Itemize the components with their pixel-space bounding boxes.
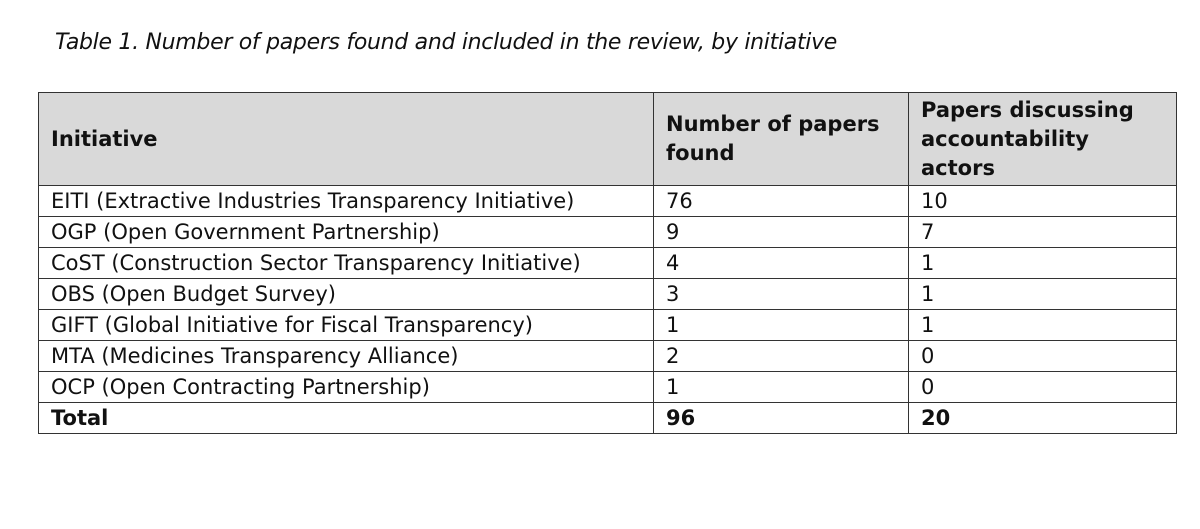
initiative-cell: OBS (Open Budget Survey) <box>39 279 654 310</box>
papers-table <box>38 92 1177 434</box>
table-header-row <box>39 93 1177 186</box>
initiative-cell: OCP (Open Contracting Partnership) <box>39 372 654 403</box>
papers-found-cell: 76 <box>654 186 909 217</box>
table-row <box>39 372 1177 403</box>
table-row <box>39 248 1177 279</box>
total-accountability: 20 <box>909 403 1177 434</box>
papers-found-cell: 3 <box>654 279 909 310</box>
accountability-cell: 0 <box>909 341 1177 372</box>
accountability-cell: 1 <box>909 279 1177 310</box>
header-papers-accountability: Papers discussing accountability actors <box>909 93 1177 186</box>
papers-found-cell: 2 <box>654 341 909 372</box>
table-row <box>39 186 1177 217</box>
table-row <box>39 310 1177 341</box>
accountability-cell: 1 <box>909 310 1177 341</box>
table-row <box>39 279 1177 310</box>
initiative-cell: GIFT (Global Initiative for Fiscal Transparency) <box>39 310 654 341</box>
table-caption: Table 1. Number of papers found and included in the review, by initiative <box>55 30 838 55</box>
table-row <box>39 341 1177 372</box>
total-row <box>39 403 1177 434</box>
initiative-cell: EITI (Extractive Industries Transparency Initiative) <box>39 186 654 217</box>
accountability-cell: 7 <box>909 217 1177 248</box>
accountability-cell: 1 <box>909 248 1177 279</box>
initiative-cell: OGP (Open Government Partnership) <box>39 217 654 248</box>
header-papers-found: Number of papers found <box>654 93 909 186</box>
papers-found-cell: 4 <box>654 248 909 279</box>
total-label: Total <box>39 403 654 434</box>
accountability-cell: 10 <box>909 186 1177 217</box>
papers-found-cell: 1 <box>654 372 909 403</box>
initiative-cell: CoST (Construction Sector Transparency Initiative) <box>39 248 654 279</box>
papers-found-cell: 1 <box>654 310 909 341</box>
table-row <box>39 217 1177 248</box>
total-papers-found: 96 <box>654 403 909 434</box>
accountability-cell: 0 <box>909 372 1177 403</box>
header-initiative: Initiative <box>39 93 654 186</box>
initiative-cell: MTA (Medicines Transparency Alliance) <box>39 341 654 372</box>
papers-found-cell: 9 <box>654 217 909 248</box>
